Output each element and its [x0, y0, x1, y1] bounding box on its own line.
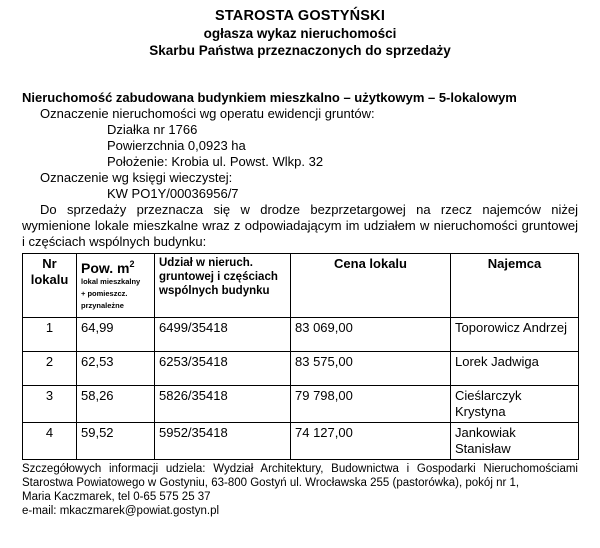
table-row: [23, 423, 579, 460]
header-nr-line1: Nr: [42, 256, 57, 271]
header-area-sub2: + pomieszcz.: [81, 289, 128, 298]
header-share: Udział w nieruch. gruntowej i częściach wspólnych budynku: [155, 254, 291, 318]
premises-table-wrap: [22, 253, 578, 460]
contact-footer: [22, 462, 578, 518]
table-row: [23, 318, 579, 352]
sale-description: Do sprzedaży przeznacza się w drodze bezprzetargowej na rzecz najemców niżej wymienione lokale mieszkalne wraz z odpowiadającym im udziałem w nieruchomości gruntowej i częściach wspólnych budynku:: [22, 202, 578, 249]
parcel-number: Działka nr 1766: [107, 122, 198, 137]
header-area-unit: Pow. m: [81, 260, 130, 276]
header-area: [77, 254, 155, 318]
cell-price: 79 798,00: [291, 386, 451, 423]
table-row: [23, 352, 579, 386]
cell-area: 59,52: [77, 423, 155, 460]
table-header-row: [23, 254, 579, 318]
premises-table: [22, 253, 579, 460]
cell-nr: 3: [23, 386, 77, 423]
kw-label: Oznaczenie wg księgi wieczystej:: [40, 170, 233, 185]
property-title: Nieruchomość zabudowana budynkiem mieszkalno – użytkowym – 5-lokalowym: [22, 90, 517, 105]
header-area-sub3: przynależne: [81, 301, 124, 310]
document-header: [22, 8, 578, 59]
cell-price: 74 127,00: [291, 423, 451, 460]
cell-share: 5952/35418: [155, 423, 291, 460]
cell-tenant: Cieślarczyk Krystyna: [451, 386, 579, 423]
cell-nr: 4: [23, 423, 77, 460]
cell-area: 62,53: [77, 352, 155, 386]
contact-email: e-mail: mkaczmarek@powiat.gostyn.pl: [22, 505, 220, 517]
cell-share: 6253/35418: [155, 352, 291, 386]
cell-nr: 1: [23, 318, 77, 352]
cell-tenant: Lorek Jadwiga: [451, 352, 579, 386]
cell-nr: 2: [23, 352, 77, 386]
contact-info: Szczegółowych informacji udziela: Wydział Architektury, Budownictwa i Gospodarki Nieruchomościami Starostwa Powiatowego w Gostyniu, 63-800 Gostyń ul. Wrocławska 255 (pastorówka), pokój nr 1,: [22, 463, 578, 489]
table-row: [23, 386, 579, 423]
cell-price: 83 069,00: [291, 318, 451, 352]
header-title: STAROSTA GOSTYŃSKI: [214, 8, 386, 24]
cell-tenant: Toporowicz Andrzej: [451, 318, 579, 352]
evidence-label: Oznaczenie nieruchomości wg operatu ewidencji gruntów:: [40, 106, 375, 121]
header-area-sub1: lokal mieszkalny: [81, 277, 141, 286]
property-section: [22, 90, 578, 250]
header-area-main: [81, 256, 150, 276]
header-price: Cena lokalu: [291, 254, 451, 318]
cell-area: 64,99: [77, 318, 155, 352]
cell-area: 58,26: [77, 386, 155, 423]
cell-tenant: Jankowiak Stanisław: [451, 423, 579, 460]
contact-person: Maria Kaczmarek, tel 0-65 575 25 37: [22, 491, 211, 503]
header-nr: [23, 254, 77, 318]
header-nr-line2: lokalu: [30, 272, 69, 287]
header-tenant: Najemca: [451, 254, 579, 318]
parcel-area: Powierzchnia 0,0923 ha: [107, 138, 246, 153]
header-subtitle-2: Skarbu Państwa przeznaczonych do sprzedaży: [149, 43, 451, 58]
header-subtitle: ogłasza wykaz nieruchomości: [203, 26, 397, 41]
parcel-location: Położenie: Krobia ul. Powst. Wlkp. 32: [107, 154, 324, 169]
cell-share: 6499/35418: [155, 318, 291, 352]
header-area-sup: 2: [129, 259, 135, 269]
cell-share: 5826/35418: [155, 386, 291, 423]
kw-number: KW PO1Y/00036956/7: [107, 186, 239, 201]
cell-price: 83 575,00: [291, 352, 451, 386]
